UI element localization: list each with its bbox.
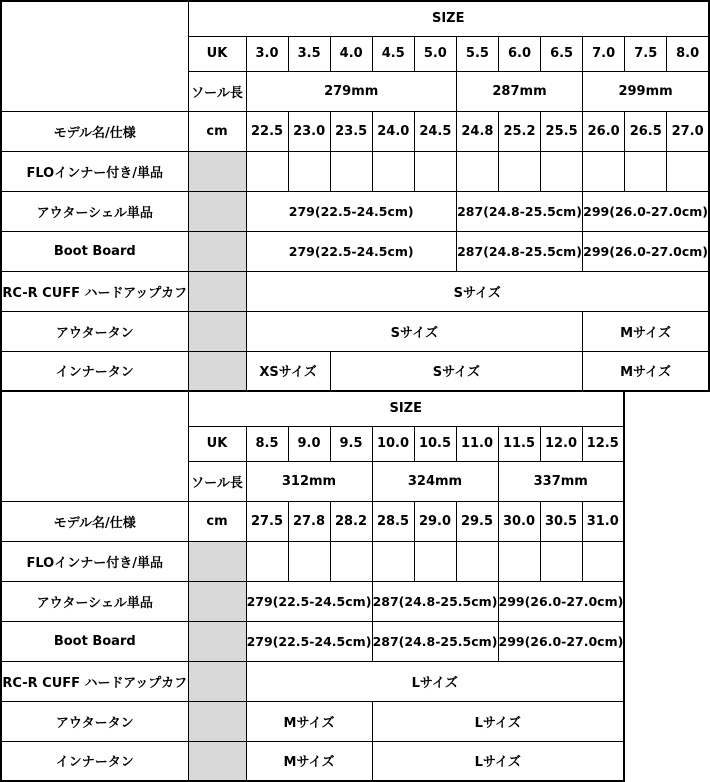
- model-spec-label-cell: モデル名/仕様: [1, 111, 188, 151]
- shaded-unit-cell: [188, 621, 246, 661]
- model-spec-row: [1, 501, 624, 541]
- lower-size-table: [0, 390, 625, 782]
- size-header-cell: SIZE: [188, 1, 709, 36]
- outer-tongue-label-cell: アウタータン: [1, 311, 188, 351]
- inner-tongue-row: [1, 741, 624, 781]
- cm-size-cell: 28.5: [372, 501, 414, 541]
- shell-size-cell: 299(26.0-27.0cm): [583, 191, 709, 231]
- cm-size-cell: 30.5: [540, 501, 582, 541]
- cuff-size-cell: Lサイズ: [246, 661, 624, 701]
- empty-cell: [330, 151, 372, 191]
- size-header-row: [1, 1, 709, 36]
- cm-size-cell: 27.5: [246, 501, 288, 541]
- uk-size-cell: 8.5: [246, 426, 288, 461]
- uk-size-cell: 12.5: [582, 426, 624, 461]
- cm-size-cell: 30.0: [498, 501, 540, 541]
- empty-cell: [246, 151, 288, 191]
- empty-cell: [667, 151, 709, 191]
- cm-size-cell: 26.0: [583, 111, 625, 151]
- shaded-unit-cell: [188, 741, 246, 781]
- inner-tongue-size-cell: XSサイズ: [246, 351, 330, 391]
- shaded-unit-cell: [188, 231, 246, 271]
- empty-cell: [456, 541, 498, 581]
- empty-cell: [456, 151, 498, 191]
- inner-tongue-size-cell: Lサイズ: [372, 741, 624, 781]
- uk-size-cell: 5.5: [456, 36, 498, 71]
- outer-tongue-size-cell: Lサイズ: [372, 701, 624, 741]
- empty-cell: [541, 151, 583, 191]
- empty-cell: [414, 541, 456, 581]
- boot-board-label-cell: Boot Board: [1, 231, 188, 271]
- uk-size-cell: 3.0: [246, 36, 288, 71]
- shaded-unit-cell: [188, 311, 246, 351]
- cuff-row: [1, 271, 709, 311]
- boot-board-size-cell: 299(26.0-27.0cm): [498, 621, 624, 661]
- cm-size-cell: 31.0: [582, 501, 624, 541]
- outer-tongue-row: [1, 701, 624, 741]
- sole-length-label-cell: ソール長: [188, 461, 246, 501]
- corner-cell: [1, 1, 188, 111]
- uk-size-cell: 11.0: [456, 426, 498, 461]
- flo-inner-label-cell: FLOインナー付き/単品: [1, 151, 188, 191]
- corner-cell: [1, 391, 188, 501]
- shaded-unit-cell: [188, 541, 246, 581]
- model-spec-label-cell: モデル名/仕様: [1, 501, 188, 541]
- size-header-row: [1, 391, 624, 426]
- empty-cell: [372, 541, 414, 581]
- uk-size-cell: 10.5: [414, 426, 456, 461]
- boot-board-row: [1, 621, 624, 661]
- shaded-unit-cell: [188, 581, 246, 621]
- cm-size-cell: 29.0: [414, 501, 456, 541]
- boot-board-size-cell: 287(24.8-25.5cm): [456, 231, 582, 271]
- boot-board-label-cell: Boot Board: [1, 621, 188, 661]
- outer-shell-label-cell: アウターシェル単品: [1, 191, 188, 231]
- cm-size-cell: 22.5: [246, 111, 288, 151]
- empty-cell: [498, 151, 540, 191]
- cm-size-cell: 29.5: [456, 501, 498, 541]
- outer-tongue-size-cell: Sサイズ: [246, 311, 583, 351]
- inner-tongue-size-cell: Sサイズ: [330, 351, 582, 391]
- empty-cell: [288, 151, 330, 191]
- cm-size-cell: 28.2: [330, 501, 372, 541]
- outer-shell-row: [1, 191, 709, 231]
- cuff-row: [1, 661, 624, 701]
- shaded-unit-cell: [188, 151, 246, 191]
- empty-cell: [414, 151, 456, 191]
- cm-size-cell: 27.0: [667, 111, 709, 151]
- inner-tongue-size-cell: Mサイズ: [246, 741, 372, 781]
- inner-tongue-row: [1, 351, 709, 391]
- cuff-size-cell: Sサイズ: [246, 271, 709, 311]
- uk-label-cell: UK: [188, 36, 246, 71]
- shell-size-cell: 299(26.0-27.0cm): [498, 581, 624, 621]
- cuff-label-cell: RC-R CUFF ハードアップカフ: [1, 661, 188, 701]
- uk-size-cell: 3.5: [288, 36, 330, 71]
- uk-size-cell: 9.0: [288, 426, 330, 461]
- uk-size-cell: 10.0: [372, 426, 414, 461]
- shaded-unit-cell: [188, 351, 246, 391]
- flo-inner-row: [1, 541, 624, 581]
- cm-label-cell: cm: [188, 111, 246, 151]
- uk-label-cell: UK: [188, 426, 246, 461]
- shell-size-cell: 279(22.5-24.5cm): [246, 581, 372, 621]
- empty-cell: [540, 541, 582, 581]
- outer-tongue-size-cell: Mサイズ: [246, 701, 372, 741]
- shaded-unit-cell: [188, 701, 246, 741]
- uk-size-cell: 11.5: [498, 426, 540, 461]
- empty-cell: [583, 151, 625, 191]
- sole-length-cell: 287mm: [456, 71, 582, 111]
- uk-size-cell: 9.5: [330, 426, 372, 461]
- shell-size-cell: 287(24.8-25.5cm): [372, 581, 498, 621]
- sole-length-label-cell: ソール長: [188, 71, 246, 111]
- cm-size-cell: 23.0: [288, 111, 330, 151]
- uk-size-cell: 4.0: [330, 36, 372, 71]
- outer-tongue-size-cell: Mサイズ: [583, 311, 709, 351]
- boot-board-size-cell: 287(24.8-25.5cm): [372, 621, 498, 661]
- flo-inner-row: [1, 151, 709, 191]
- boot-board-size-cell: 279(22.5-24.5cm): [246, 231, 456, 271]
- empty-cell: [582, 541, 624, 581]
- empty-cell: [498, 541, 540, 581]
- sole-length-cell: 299mm: [583, 71, 709, 111]
- inner-tongue-label-cell: インナータン: [1, 741, 188, 781]
- cm-size-cell: 26.5: [625, 111, 667, 151]
- outer-shell-label-cell: アウターシェル単品: [1, 581, 188, 621]
- outer-tongue-label-cell: アウタータン: [1, 701, 188, 741]
- sole-length-cell: 337mm: [498, 461, 624, 501]
- cm-size-cell: 23.5: [330, 111, 372, 151]
- shaded-unit-cell: [188, 271, 246, 311]
- empty-cell: [330, 541, 372, 581]
- size-header-cell: SIZE: [188, 391, 624, 426]
- uk-size-cell: 6.5: [541, 36, 583, 71]
- uk-size-cell: 7.5: [625, 36, 667, 71]
- cm-size-cell: 24.5: [414, 111, 456, 151]
- uk-size-cell: 4.5: [372, 36, 414, 71]
- inner-tongue-label-cell: インナータン: [1, 351, 188, 391]
- boot-board-row: [1, 231, 709, 271]
- boot-board-size-cell: 279(22.5-24.5cm): [246, 621, 372, 661]
- sole-length-cell: 324mm: [372, 461, 498, 501]
- shaded-unit-cell: [188, 191, 246, 231]
- shell-size-cell: 287(24.8-25.5cm): [456, 191, 582, 231]
- sole-length-cell: 279mm: [246, 71, 456, 111]
- cuff-label-cell: RC-R CUFF ハードアップカフ: [1, 271, 188, 311]
- uk-size-cell: 6.0: [498, 36, 540, 71]
- empty-cell: [625, 151, 667, 191]
- flo-inner-label-cell: FLOインナー付き/単品: [1, 541, 188, 581]
- uk-size-cell: 12.0: [540, 426, 582, 461]
- cm-size-cell: 25.5: [541, 111, 583, 151]
- cm-size-cell: 24.8: [456, 111, 498, 151]
- inner-tongue-size-cell: Mサイズ: [583, 351, 709, 391]
- empty-cell: [246, 541, 288, 581]
- cm-size-cell: 24.0: [372, 111, 414, 151]
- empty-cell: [288, 541, 330, 581]
- cm-size-cell: 25.2: [498, 111, 540, 151]
- uk-size-cell: 7.0: [583, 36, 625, 71]
- empty-cell: [372, 151, 414, 191]
- uk-size-cell: 5.0: [414, 36, 456, 71]
- sole-length-cell: 312mm: [246, 461, 372, 501]
- shaded-unit-cell: [188, 661, 246, 701]
- uk-size-cell: 8.0: [667, 36, 709, 71]
- cm-label-cell: cm: [188, 501, 246, 541]
- shell-size-cell: 279(22.5-24.5cm): [246, 191, 456, 231]
- boot-board-size-cell: 299(26.0-27.0cm): [583, 231, 709, 271]
- model-spec-row: [1, 111, 709, 151]
- outer-tongue-row: [1, 311, 709, 351]
- outer-shell-row: [1, 581, 624, 621]
- cm-size-cell: 27.8: [288, 501, 330, 541]
